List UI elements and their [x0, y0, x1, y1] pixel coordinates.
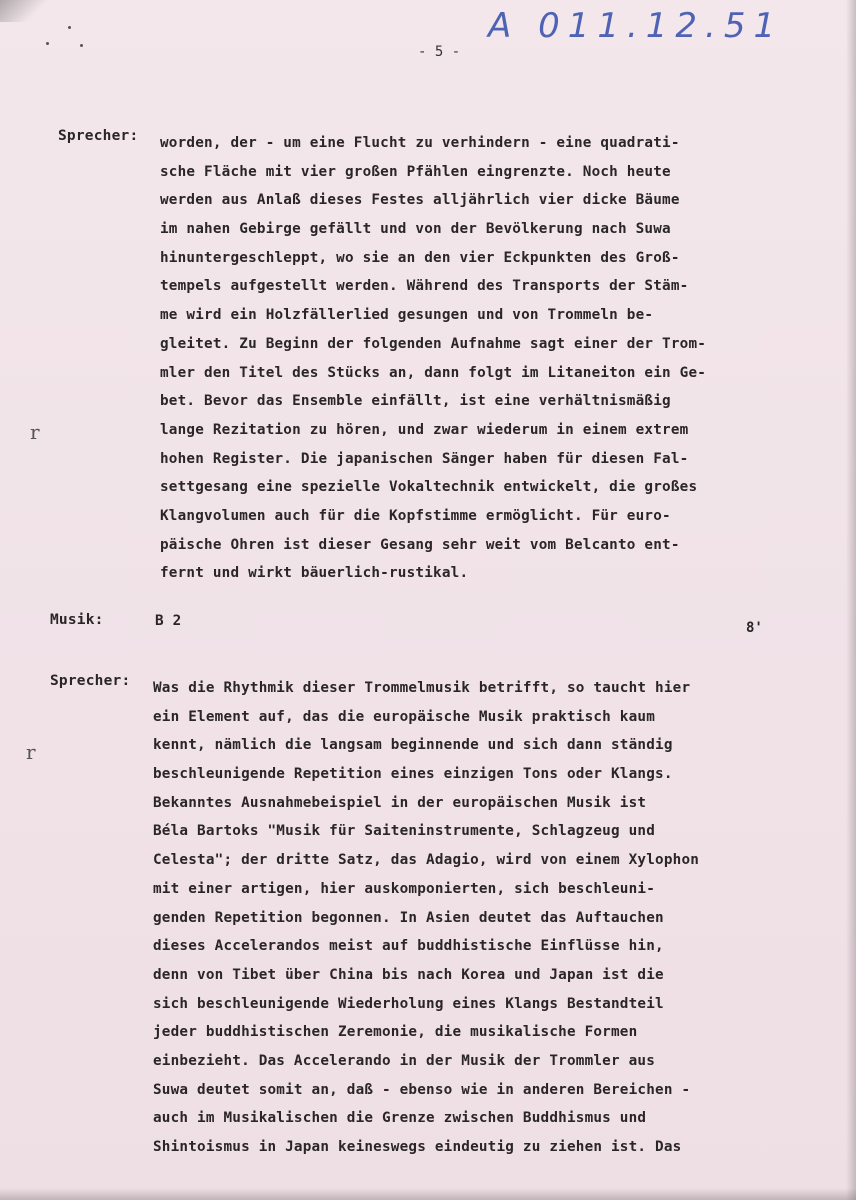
scan-speck — [46, 42, 49, 45]
speaker-label: Musik: — [50, 612, 104, 628]
text-line: sche Fläche mit vier großen Pfählen eingrenzte. Noch heute — [160, 163, 671, 180]
speaker-label: Sprecher: — [58, 128, 139, 144]
handwritten-archive-number: A 011.12.51 — [488, 6, 784, 46]
text-line: einbezieht. Das Accelerando in der Musik der Trommler aus — [153, 1052, 656, 1069]
scan-edge-shadow — [0, 1188, 856, 1200]
text-line: hinuntergeschleppt, wo sie an den vier Eckpunkten des Groß- — [160, 249, 680, 266]
text-line: Was die Rhythmik dieser Trommelmusik betrifft, so taucht hier — [153, 680, 691, 696]
text-line: im nahen Gebirge gefällt und von der Bevölkerung nach Suwa — [160, 221, 671, 238]
text-line: B 2 — [155, 613, 182, 629]
scan-speck — [80, 44, 83, 47]
speaker-label: Sprecher: — [50, 673, 131, 689]
text-line: Celesta"; der dritte Satz, das Adagio, wird von einem Xylophon — [153, 852, 700, 869]
text-line: Bekanntes Ausnahmebeispiel in der europäischen Musik ist — [153, 794, 647, 811]
text-line: kennt, nämlich die langsam beginnende und sich dann ständig — [153, 737, 673, 754]
text-line: jeder buddhistischen Zeremonie, die musikalische Formen — [153, 1024, 638, 1041]
text-line: beschleunigende Repetition eines einzigen Tons oder Klangs. — [153, 766, 673, 783]
text-line: settgesang eine spezielle Vokaltechnik entwickelt, die großes — [160, 479, 698, 496]
text-line: genden Repetition begonnen. In Asien deutet das Auftauchen — [153, 909, 664, 926]
scan-edge-shadow — [846, 0, 856, 1200]
text-line: dieses Accelerandos meist auf buddhistische Einflüsse hin, — [153, 938, 664, 955]
text-line: mler den Titel des Stücks an, dann folgt im Litaneiton ein Ge- — [160, 364, 707, 381]
text-line: Béla Bartoks "Musik für Saiteninstrumente, Schlagzeug und — [153, 823, 656, 840]
scan-speck — [68, 26, 71, 29]
text-line: auch im Musikalischen die Grenze zwischen Buddhismus und — [153, 1110, 647, 1127]
margin-pencil-mark: r — [26, 740, 36, 764]
speaker-paragraph — [153, 674, 699, 1162]
text-line: worden, der - um eine Flucht zu verhindern - eine quadrati- — [160, 135, 680, 151]
scan-corner-shadow — [0, 0, 48, 22]
text-line: gleitet. Zu Beginn der folgenden Aufnahme sagt einer der Trom- — [160, 335, 707, 352]
text-line: ein Element auf, das die europäische Musik praktisch kaum — [153, 708, 656, 725]
page-number: - 5 - — [418, 44, 461, 60]
text-line: Suwa deutet somit an, daß - ebenso wie in anderen Bereichen - — [153, 1081, 691, 1098]
text-line: lange Rezitation zu hören, und zwar wiederum in einem extrem — [160, 421, 689, 438]
text-line: sich beschleunigende Wiederholung eines Klangs Bestandteil — [153, 995, 664, 1012]
text-line: mit einer artigen, hier auskomponierten, sich beschleuni- — [153, 880, 656, 897]
text-line: Klangvolumen auch für die Kopfstimme ermöglicht. Für euro- — [160, 507, 671, 524]
duration-note: 8' — [746, 620, 763, 636]
music-cue — [155, 607, 181, 636]
text-line: hohen Register. Die japanischen Sänger haben für diesen Fal- — [160, 450, 689, 467]
margin-pencil-mark: r — [30, 420, 40, 444]
text-line: bet. Bevor das Ensemble einfällt, ist eine verhältnismäßig — [160, 393, 671, 410]
speaker-paragraph — [160, 129, 706, 588]
text-line: denn von Tibet über China bis nach Korea und Japan ist die — [153, 966, 664, 983]
text-line: päische Ohren ist dieser Gesang sehr weit vom Belcanto ent- — [160, 536, 680, 553]
text-line: fernt und wirkt bäuerlich-rustikal. — [160, 565, 469, 582]
text-line: me wird ein Holzfällerlied gesungen und von Trommeln be- — [160, 307, 654, 324]
text-line: tempels aufgestellt werden. Während des Transports der Stäm- — [160, 278, 689, 295]
text-line: Shintoismus in Japan keineswegs eindeutig zu ziehen ist. Das — [153, 1139, 682, 1155]
text-line: werden aus Anlaß dieses Festes alljährlich vier dicke Bäume — [160, 192, 680, 209]
